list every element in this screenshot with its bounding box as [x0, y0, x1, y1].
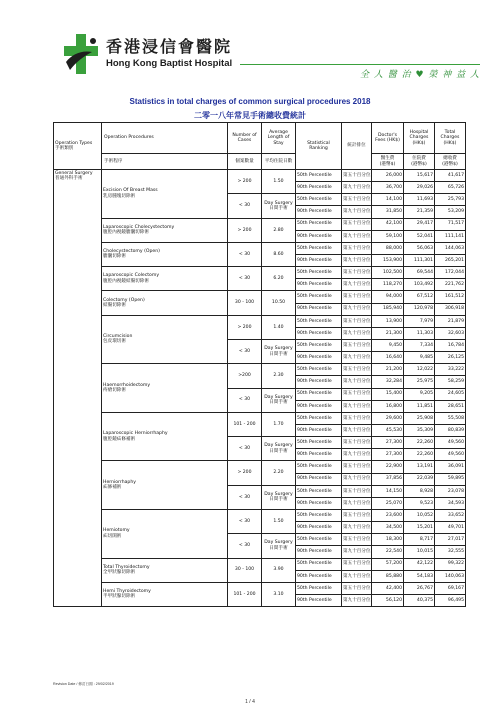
hospital-charge-cell: 56,063: [404, 242, 435, 254]
total-charge-cell: 69,167: [435, 582, 466, 594]
table-header-row: [54, 123, 466, 170]
cases-cell: > 200: [228, 170, 262, 194]
ranking-cell: 50th Percentile: [296, 218, 342, 230]
ranking-zh-cell: 第九十百分位: [342, 230, 372, 242]
hospital-charge-cell: 7,979: [404, 315, 435, 327]
ranking-zh-cell: 第九十百分位: [342, 522, 372, 534]
hospital-charge-cell: 25,975: [404, 376, 435, 388]
table-row: [54, 509, 466, 521]
stay-cell: 6.20: [262, 267, 296, 291]
doctor-fee-cell: 32,284: [372, 376, 404, 388]
cases-cell: 30 - 100: [228, 558, 262, 582]
cases-cell: 30 - 100: [228, 291, 262, 315]
ranking-zh-cell: 第五十百分位: [342, 267, 372, 279]
procedure-cell: Herniorrhaphy 疝修補術: [102, 461, 228, 510]
stay-cell: 2.80: [262, 218, 296, 242]
ranking-zh-cell: 第九十百分位: [342, 327, 372, 339]
total-charge-cell: 34,593: [435, 497, 466, 509]
total-charge-cell: 27,017: [435, 534, 466, 546]
cases-cell: > 200: [228, 461, 262, 485]
header-procedure: Operation Procedures 手術程序: [102, 123, 228, 170]
doctor-fee-cell: 88,000: [372, 242, 404, 254]
total-charge-cell: 144,063: [435, 242, 466, 254]
stay-cell: Day Surgery 日間手術: [262, 388, 296, 412]
hospital-charge-cell: 9,205: [404, 388, 435, 400]
cases-cell: < 30: [228, 485, 262, 509]
total-charge-cell: 26,125: [435, 352, 466, 364]
ranking-cell: 50th Percentile: [296, 315, 342, 327]
total-charge-cell: 111,141: [435, 230, 466, 242]
total-charge-cell: 65,726: [435, 182, 466, 194]
hospital-charge-cell: 29,417: [404, 218, 435, 230]
hospital-charge-cell: 21,359: [404, 206, 435, 218]
total-charge-cell: 49,560: [435, 449, 466, 461]
ranking-cell: 50th Percentile: [296, 242, 342, 254]
doctor-fee-cell: 13,900: [372, 315, 404, 327]
total-charge-cell: 16,784: [435, 339, 466, 351]
ranking-cell: 50th Percentile: [296, 170, 342, 182]
hospital-motto: 全 人 醫 治 ♥ 榮 神 益 人: [360, 70, 480, 80]
cases-cell: 101 - 200: [228, 412, 262, 436]
stay-cell: 3.10: [262, 582, 296, 606]
ranking-zh-cell: 第五十百分位: [342, 437, 372, 449]
hospital-charge-cell: 13,191: [404, 461, 435, 473]
stay-cell: Day Surgery 日間手術: [262, 534, 296, 558]
table-row: [54, 291, 466, 303]
header-cases: Number of Cases 個案數量: [228, 123, 262, 170]
cases-cell: >200: [228, 364, 262, 388]
doctor-fee-cell: 16,800: [372, 400, 404, 412]
ranking-zh-cell: 第五十百分位: [342, 194, 372, 206]
ranking-cell: 90th Percentile: [296, 206, 342, 218]
hospital-logo: [62, 30, 252, 78]
doctor-fee-cell: 25,070: [372, 497, 404, 509]
hospital-charge-cell: 10,015: [404, 546, 435, 558]
ranking-cell: 50th Percentile: [296, 364, 342, 376]
table-row: [54, 364, 466, 376]
ranking-cell: 50th Percentile: [296, 267, 342, 279]
header-ranking-zh: 統計排位: [342, 123, 372, 170]
doctor-fee-cell: 185,940: [372, 303, 404, 315]
cases-cell: < 30: [228, 242, 262, 266]
cases-cell: < 30: [228, 509, 262, 533]
total-charge-cell: 99,322: [435, 558, 466, 570]
ranking-cell: 90th Percentile: [296, 546, 342, 558]
hospital-charge-cell: 22,039: [404, 473, 435, 485]
header-rule: [240, 64, 480, 65]
ranking-cell: 90th Percentile: [296, 424, 342, 436]
hospital-charge-cell: 120,978: [404, 303, 435, 315]
stay-cell: 2.30: [262, 364, 296, 388]
ranking-cell: 50th Percentile: [296, 534, 342, 546]
document-title-en: Statistics in total charges of common surgical procedures 2018: [129, 97, 371, 106]
ranking-cell: 90th Percentile: [296, 594, 342, 606]
total-charge-cell: 25,793: [435, 194, 466, 206]
ranking-zh-cell: 第五十百分位: [342, 388, 372, 400]
hospital-charge-cell: 35,309: [404, 424, 435, 436]
stay-cell: 1.70: [262, 412, 296, 436]
procedure-cell: Hemi Thyroidectomy 半甲狀腺切除術: [102, 582, 228, 606]
ranking-zh-cell: 第九十百分位: [342, 182, 372, 194]
ranking-zh-cell: 第九十百分位: [342, 352, 372, 364]
hospital-charge-cell: 11,693: [404, 194, 435, 206]
header-fees: Doctor's Fees (HK$) 醫生費 (港幣$): [372, 123, 404, 170]
table-row: [54, 412, 466, 424]
hospital-charge-cell: 42,122: [404, 558, 435, 570]
total-charge-cell: 23,078: [435, 485, 466, 497]
total-charge-cell: 53,209: [435, 206, 466, 218]
stay-cell: Day Surgery 日間手術: [262, 194, 296, 218]
total-charge-cell: 33,222: [435, 364, 466, 376]
ranking-cell: 90th Percentile: [296, 352, 342, 364]
cases-cell: 101 - 200: [228, 582, 262, 606]
hospital-charge-cell: 11,303: [404, 327, 435, 339]
ranking-zh-cell: 第五十百分位: [342, 534, 372, 546]
ranking-cell: 50th Percentile: [296, 485, 342, 497]
ranking-cell: 50th Percentile: [296, 291, 342, 303]
procedure-cell: Haemorrhoidectomy 痔瘡切除術: [102, 364, 228, 413]
ranking-zh-cell: 第五十百分位: [342, 461, 372, 473]
ranking-zh-cell: 第五十百分位: [342, 170, 372, 182]
ranking-cell: 90th Percentile: [296, 449, 342, 461]
document-title-zh: 二零一八年常見手術總收費統計: [194, 111, 306, 120]
doctor-fee-cell: 16,640: [372, 352, 404, 364]
ranking-cell: 50th Percentile: [296, 509, 342, 521]
hospital-name-zh: 香港浸信會醫院: [106, 37, 233, 56]
hospital-charge-cell: 52,041: [404, 230, 435, 242]
doctor-fee-cell: 22,540: [372, 546, 404, 558]
total-charge-cell: 41,617: [435, 170, 466, 182]
ranking-cell: 50th Percentile: [296, 437, 342, 449]
hospital-charge-cell: 29,026: [404, 182, 435, 194]
ranking-zh-cell: 第九十百分位: [342, 424, 372, 436]
doctor-fee-cell: 21,300: [372, 327, 404, 339]
stay-cell: 8.60: [262, 242, 296, 266]
ranking-cell: 90th Percentile: [296, 400, 342, 412]
doctor-fee-cell: 118,270: [372, 279, 404, 291]
hospital-charge-cell: 69,544: [404, 267, 435, 279]
ranking-cell: 90th Percentile: [296, 497, 342, 509]
doctor-fee-cell: 31,850: [372, 206, 404, 218]
doctor-fee-cell: 27,300: [372, 437, 404, 449]
total-charge-cell: 24,605: [435, 388, 466, 400]
ranking-zh-cell: 第五十百分位: [342, 218, 372, 230]
hospital-charge-cell: 15,201: [404, 522, 435, 534]
procedure-cell: Laparoscopic Cholecystectomy 腹腔內視鏡膽囊切除術: [102, 218, 228, 242]
ranking-zh-cell: 第五十百分位: [342, 339, 372, 351]
total-charge-cell: 140,063: [435, 570, 466, 582]
ranking-cell: 50th Percentile: [296, 558, 342, 570]
ranking-zh-cell: 第九十百分位: [342, 473, 372, 485]
total-charge-cell: 161,512: [435, 291, 466, 303]
table-row: [54, 242, 466, 254]
table-row: [54, 315, 466, 327]
ranking-cell: 90th Percentile: [296, 522, 342, 534]
hospital-charge-cell: 9,523: [404, 497, 435, 509]
stay-cell: 2.20: [262, 461, 296, 485]
doctor-fee-cell: 36,700: [372, 182, 404, 194]
stay-cell: 1.50: [262, 509, 296, 533]
header-total: Total Charges (HK$) 總收費 (港幣$): [435, 123, 466, 170]
stay-cell: 10.50: [262, 291, 296, 315]
hospital-charge-cell: 103,492: [404, 279, 435, 291]
procedure-cell: Total Thyroidectomy 全甲狀腺切除術: [102, 558, 228, 582]
table-row: [54, 558, 466, 570]
hospital-charge-cell: 40,375: [404, 594, 435, 606]
ranking-zh-cell: 第五十百分位: [342, 242, 372, 254]
hospital-charge-cell: 22,260: [404, 437, 435, 449]
procedure-cell: Hemiotomy 疝切開術: [102, 509, 228, 558]
ranking-cell: 90th Percentile: [296, 473, 342, 485]
doctor-fee-cell: 15,400: [372, 388, 404, 400]
total-charge-cell: 221,762: [435, 279, 466, 291]
table-row: [54, 582, 466, 594]
hospital-charge-cell: 12,022: [404, 364, 435, 376]
ranking-zh-cell: 第五十百分位: [342, 364, 372, 376]
ranking-cell: 90th Percentile: [296, 376, 342, 388]
ranking-cell: 50th Percentile: [296, 412, 342, 424]
doctor-fee-cell: 37,856: [372, 473, 404, 485]
ranking-cell: 50th Percentile: [296, 339, 342, 351]
doctor-fee-cell: 94,000: [372, 291, 404, 303]
doctor-fee-cell: 45,530: [372, 424, 404, 436]
doctor-fee-cell: 34,500: [372, 522, 404, 534]
ranking-zh-cell: 第五十百分位: [342, 558, 372, 570]
procedure-cell: Laparoscopic Colectomy 腹腔內視鏡結腸切除術: [102, 267, 228, 291]
cases-cell: < 30: [228, 437, 262, 461]
ranking-cell: 50th Percentile: [296, 461, 342, 473]
hospital-charge-cell: 8,928: [404, 485, 435, 497]
doctor-fee-cell: 42,100: [372, 218, 404, 230]
doctor-fee-cell: 29,600: [372, 412, 404, 424]
ranking-zh-cell: 第九十百分位: [342, 376, 372, 388]
doctor-fee-cell: 57,200: [372, 558, 404, 570]
doctor-fee-cell: 22,900: [372, 461, 404, 473]
ranking-cell: 90th Percentile: [296, 327, 342, 339]
procedure-cell: Excision Of Breast Mass 乳房腫塊切除術: [102, 170, 228, 219]
total-charge-cell: 71,517: [435, 218, 466, 230]
ranking-zh-cell: 第九十百分位: [342, 206, 372, 218]
total-charge-cell: 28,651: [435, 400, 466, 412]
procedure-cell: Laparoscopic Herniorrhaphy 腹腔鏡疝修補術: [102, 412, 228, 461]
op-type-cell: General Surgery 普通外科手術: [54, 170, 102, 607]
cases-cell: < 30: [228, 339, 262, 363]
ranking-cell: 90th Percentile: [296, 279, 342, 291]
revision-date: Revision Date / 修訂日期 : 29/02/2019: [53, 682, 114, 686]
ranking-zh-cell: 第五十百分位: [342, 315, 372, 327]
total-charge-cell: 58,259: [435, 376, 466, 388]
ranking-zh-cell: 第九十百分位: [342, 449, 372, 461]
stay-cell: Day Surgery 日間手術: [262, 485, 296, 509]
stay-cell: 1.40: [262, 315, 296, 339]
ranking-cell: 50th Percentile: [296, 582, 342, 594]
ranking-cell: 90th Percentile: [296, 254, 342, 266]
hospital-charge-cell: 11,851: [404, 400, 435, 412]
doctor-fee-cell: 18,300: [372, 534, 404, 546]
total-charge-cell: 32,555: [435, 546, 466, 558]
ranking-zh-cell: 第五十百分位: [342, 485, 372, 497]
total-charge-cell: 55,508: [435, 412, 466, 424]
total-charge-cell: 59,895: [435, 473, 466, 485]
ranking-zh-cell: 第五十百分位: [342, 412, 372, 424]
ranking-zh-cell: 第五十百分位: [342, 291, 372, 303]
stay-cell: Day Surgery 日間手術: [262, 339, 296, 363]
hospital-charge-cell: 26,767: [404, 582, 435, 594]
hospital-name-en: Hong Kong Baptist Hospital: [106, 58, 233, 69]
ranking-zh-cell: 第九十百分位: [342, 546, 372, 558]
ranking-zh-cell: 第九十百分位: [342, 570, 372, 582]
cases-cell: > 200: [228, 315, 262, 339]
doctor-fee-cell: 153,900: [372, 254, 404, 266]
hospital-charge-cell: 9,485: [404, 352, 435, 364]
hospital-charge-cell: 15,617: [404, 170, 435, 182]
total-charge-cell: 49,701: [435, 522, 466, 534]
total-charge-cell: 80,839: [435, 424, 466, 436]
ranking-cell: 90th Percentile: [296, 182, 342, 194]
procedure-cell: Circumcision 包皮環切術: [102, 315, 228, 364]
hospital-charge-cell: 67,512: [404, 291, 435, 303]
total-charge-cell: 172,044: [435, 267, 466, 279]
total-charge-cell: 32,603: [435, 327, 466, 339]
doctor-fee-cell: 59,100: [372, 230, 404, 242]
header-stay: Average Length of Stay 平均住院日數: [262, 123, 296, 170]
ranking-cell: 90th Percentile: [296, 230, 342, 242]
total-charge-cell: 36,091: [435, 461, 466, 473]
doctor-fee-cell: 27,300: [372, 449, 404, 461]
ranking-zh-cell: 第五十百分位: [342, 509, 372, 521]
doctor-fee-cell: 85,880: [372, 570, 404, 582]
ranking-zh-cell: 第九十百分位: [342, 303, 372, 315]
charges-table: [53, 122, 466, 607]
table-row: [54, 218, 466, 230]
total-charge-cell: 265,201: [435, 254, 466, 266]
doctor-fee-cell: 102,500: [372, 267, 404, 279]
doctor-fee-cell: 9,450: [372, 339, 404, 351]
procedure-cell: Cholecystectomy (Open) 膽囊切除術: [102, 242, 228, 266]
doctor-fee-cell: 21,200: [372, 364, 404, 376]
ranking-zh-cell: 第九十百分位: [342, 279, 372, 291]
cases-cell: > 200: [228, 218, 262, 242]
cross-logo-icon: [62, 32, 100, 76]
ranking-zh-cell: 第九十百分位: [342, 400, 372, 412]
hospital-charge-cell: 25,908: [404, 412, 435, 424]
hospital-charge-cell: 22,260: [404, 449, 435, 461]
doctor-fee-cell: 42,400: [372, 582, 404, 594]
table-row: [54, 170, 466, 182]
table-row: [54, 461, 466, 473]
stay-cell: 3.90: [262, 558, 296, 582]
ranking-zh-cell: 第九十百分位: [342, 594, 372, 606]
stay-cell: Day Surgery 日間手術: [262, 437, 296, 461]
cases-cell: < 30: [228, 194, 262, 218]
doctor-fee-cell: 56,120: [372, 594, 404, 606]
total-charge-cell: 49,560: [435, 437, 466, 449]
doctor-fee-cell: 14,100: [372, 194, 404, 206]
ranking-cell: 90th Percentile: [296, 303, 342, 315]
cases-cell: < 30: [228, 388, 262, 412]
cases-cell: < 30: [228, 534, 262, 558]
header-ranking: Statistical Ranking: [296, 123, 342, 170]
doctor-fee-cell: 26,000: [372, 170, 404, 182]
hospital-charge-cell: 8,717: [404, 534, 435, 546]
stay-cell: 1.50: [262, 170, 296, 194]
table-row: [54, 267, 466, 279]
ranking-cell: 50th Percentile: [296, 388, 342, 400]
hospital-charge-cell: 54,183: [404, 570, 435, 582]
doctor-fee-cell: 23,600: [372, 509, 404, 521]
total-charge-cell: 306,918: [435, 303, 466, 315]
page-number: 1 / 4: [245, 699, 255, 705]
ranking-zh-cell: 第五十百分位: [342, 582, 372, 594]
hospital-charge-cell: 7,334: [404, 339, 435, 351]
ranking-cell: 90th Percentile: [296, 570, 342, 582]
procedure-cell: Colectomy (Open) 結腸切除術: [102, 291, 228, 315]
header-op-type: Operation Types 手術類別: [54, 123, 102, 170]
header-hospital: Hospital Charges (HK$) 住院費 (港幣$): [404, 123, 435, 170]
total-charge-cell: 21,879: [435, 315, 466, 327]
ranking-zh-cell: 第九十百分位: [342, 497, 372, 509]
ranking-zh-cell: 第九十百分位: [342, 254, 372, 266]
ranking-cell: 50th Percentile: [296, 194, 342, 206]
cases-cell: < 30: [228, 267, 262, 291]
hospital-charge-cell: 10,052: [404, 509, 435, 521]
hospital-charge-cell: 111,301: [404, 254, 435, 266]
total-charge-cell: 33,652: [435, 509, 466, 521]
doctor-fee-cell: 14,150: [372, 485, 404, 497]
total-charge-cell: 96,495: [435, 594, 466, 606]
